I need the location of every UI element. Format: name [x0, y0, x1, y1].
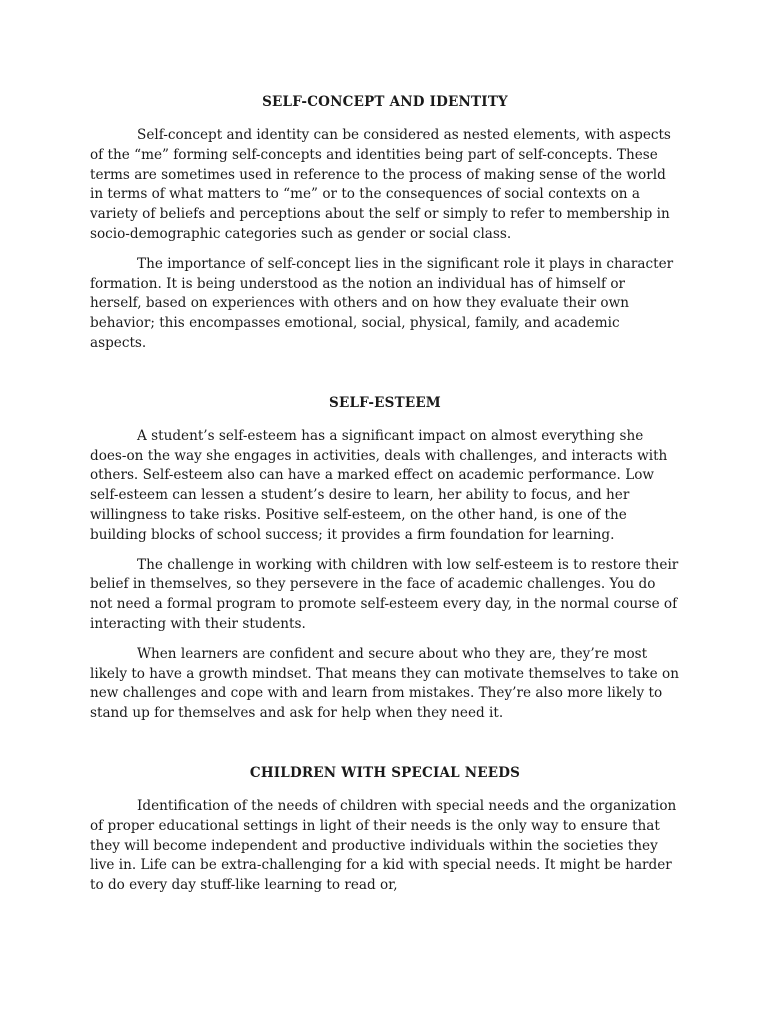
paragraph: Self-concept and identity can be considered as nested elements, with aspects of the “me” forming self-concepts and identities being part of self-concepts. These terms are sometimes used in reference to the process of making sense of the world in terms of what matters to “me” or to the consequences of social contexts on a variety of beliefs and perceptions about the self or simply to refer to membership in socio-demographic categories such as gender or social class. — [90, 127, 671, 242]
document-page — [90, 92, 680, 906]
paragraph: Identification of the needs of children with special needs and the organization of proper educational settings in light of their needs is the only way to ensure that they will become independent and productive individuals within the societies they live in. Life can be extra-challenging for a kid with special needs. It might be harder to do every day stuff-like learning to read or, — [90, 797, 677, 894]
section-heading: SELF-CONCEPT AND IDENTITY — [262, 94, 508, 110]
paragraph: When learners are confident and secure about who they are, they’re most likely to have a growth mindset. That means they can motivate themselves to take on new challenges and cope with and learn from mistakes. They’re also more likely to stand up for themselves and ask for help when they need it. — [90, 645, 679, 722]
section-heading: SELF-ESTEEM — [329, 394, 441, 411]
section-heading: CHILDREN WITH SPECIAL NEEDS — [249, 764, 521, 781]
paragraph: The challenge in working with children with low self-esteem is to restore their belief in themselves, so they persevere in the face of academic challenges. You do not need a formal program to promote self-esteem every day, in the normal course of interacting with their students. — [90, 556, 679, 632]
section-spacer — [90, 734, 680, 763]
section-spacer — [90, 364, 680, 393]
paragraph: A student’s self-esteem has a significant impact on almost everything she does-on the way she engages in activities, deals with challenges, and interacts with others. Self-esteem also can have a marked effect on academic performance. Low self-esteem can lessen a student’s desire to learn, her ability to focus, and her willingness to take risks. Positive self-esteem, on the other hand, is one of the building blocks of school success; it provides a firm foundation for learning. — [90, 427, 668, 543]
paragraph: The importance of self-concept lies in the significant role it plays in character formation. It is being understood as the notion an individual has of himself or herself, based on experiences with others and on how they evaluate their own behavior; this encompasses emotional, social, physical, family, and academic aspects. — [90, 255, 674, 351]
section-special-needs — [90, 763, 680, 896]
section-self-concept — [90, 92, 680, 354]
section-self-esteem — [90, 393, 680, 724]
